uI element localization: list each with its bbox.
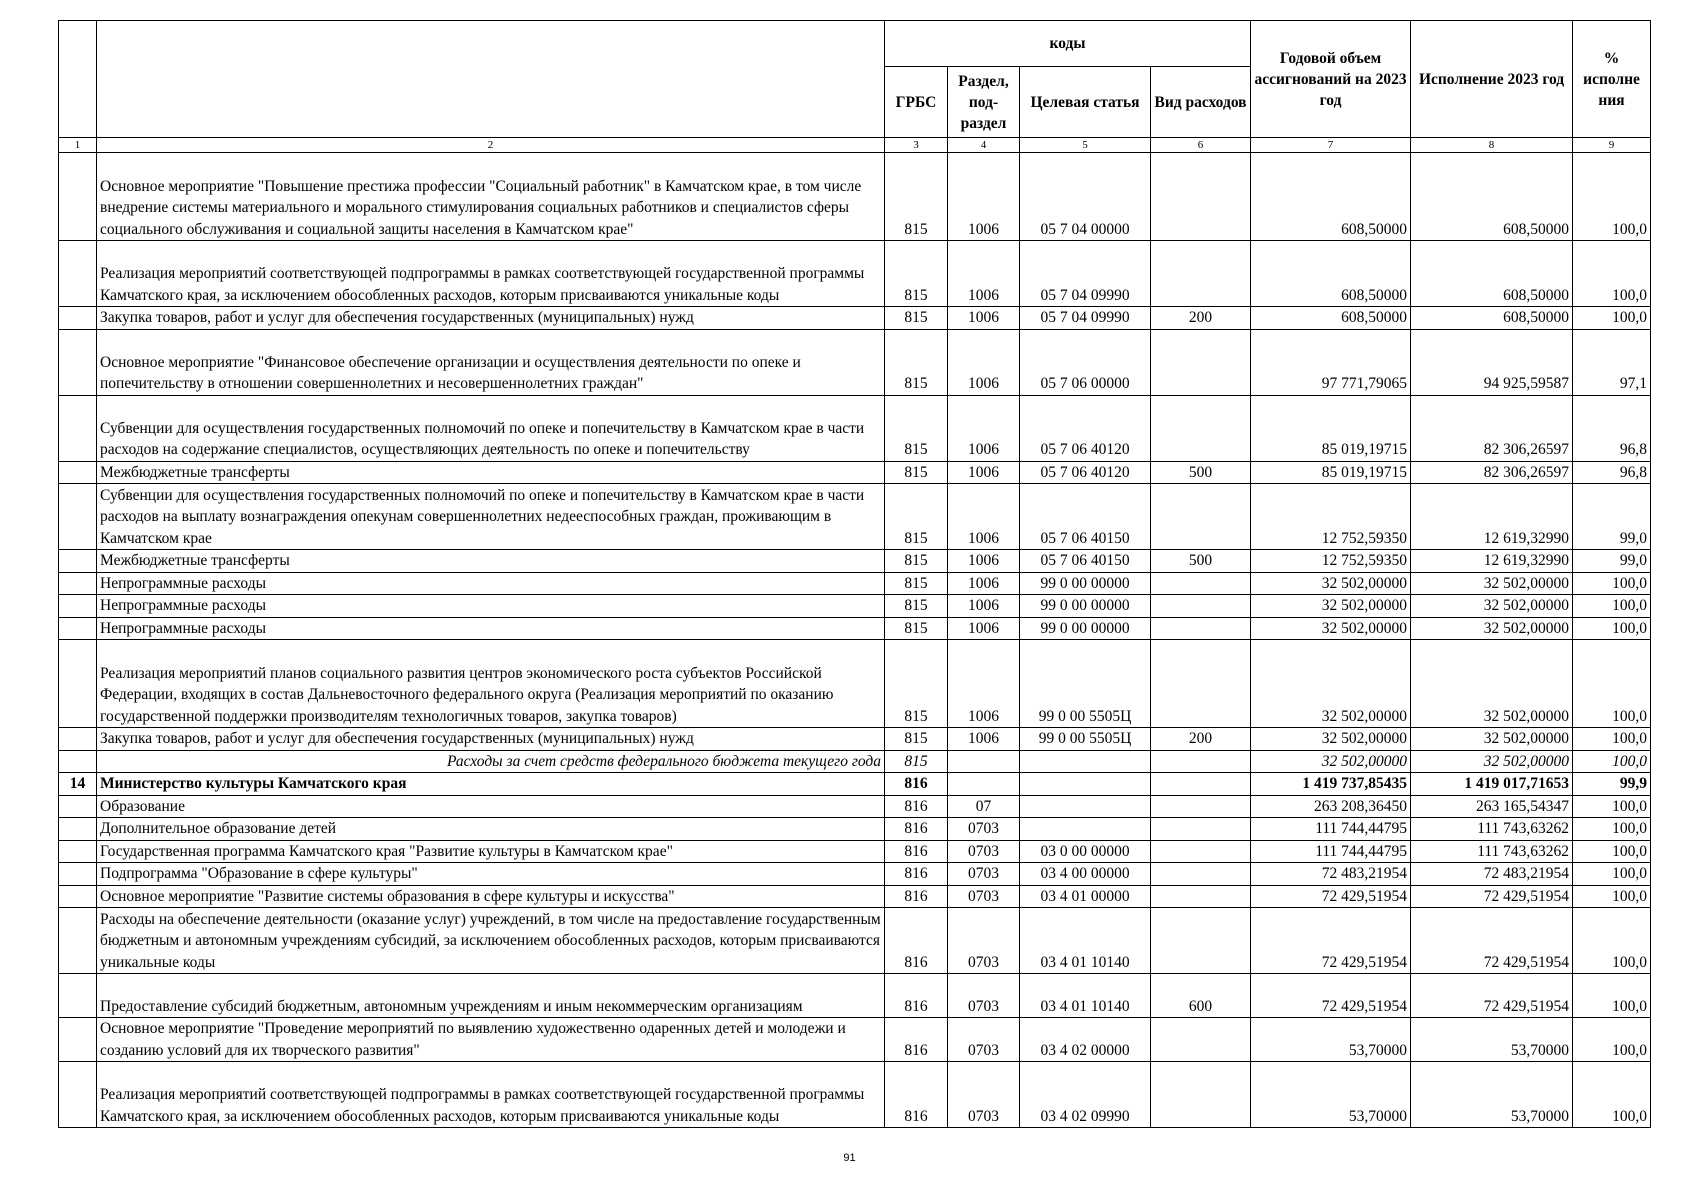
row-number: [59, 461, 97, 484]
table-row: [59, 840, 1651, 863]
row-execution: 12 619,32990: [1411, 550, 1573, 573]
row-annual-volume: 608,50000: [1251, 307, 1411, 330]
row-grbs: 815: [885, 241, 948, 307]
row-percent: 100,0: [1573, 750, 1651, 773]
row-grbs: 816: [885, 863, 948, 886]
row-number: [59, 750, 97, 773]
row-target-article: 99 0 00 00000: [1020, 595, 1151, 618]
row-razdel: [948, 750, 1020, 773]
row-target-article: 05 7 06 40120: [1020, 395, 1151, 461]
row-grbs: 815: [885, 595, 948, 618]
row-annual-volume: 263 208,36450: [1251, 795, 1411, 818]
row-razdel: 1006: [948, 550, 1020, 573]
table-row: [59, 795, 1651, 818]
row-number: [59, 640, 97, 728]
row-annual-volume: 32 502,00000: [1251, 572, 1411, 595]
row-percent: 99,0: [1573, 484, 1651, 550]
row-expense-type: [1151, 484, 1251, 550]
row-expense-type: [1151, 863, 1251, 886]
row-expense-type: [1151, 153, 1251, 241]
column-number: 6: [1151, 138, 1251, 153]
row-number: [59, 863, 97, 886]
row-razdel: 0703: [948, 885, 1020, 908]
header-name-cell: [97, 21, 885, 138]
header-codes: коды: [885, 21, 1251, 67]
row-annual-volume: 72 429,51954: [1251, 885, 1411, 908]
row-name: Министерство культуры Камчатского края: [97, 773, 885, 796]
row-number: [59, 885, 97, 908]
row-target-article: [1020, 818, 1151, 841]
row-percent: 100,0: [1573, 241, 1651, 307]
row-percent: 99,0: [1573, 550, 1651, 573]
row-razdel: 1006: [948, 640, 1020, 728]
row-target-article: 05 7 04 09990: [1020, 241, 1151, 307]
table-row: [59, 241, 1651, 307]
row-target-article: [1020, 773, 1151, 796]
row-percent: 96,8: [1573, 461, 1651, 484]
column-number: 4: [948, 138, 1020, 153]
row-percent: 100,0: [1573, 908, 1651, 974]
row-execution: 32 502,00000: [1411, 750, 1573, 773]
table-row: [59, 307, 1651, 330]
row-razdel: 1006: [948, 329, 1020, 395]
row-razdel: 0703: [948, 1018, 1020, 1062]
header-expense-type: Вид расходов: [1151, 67, 1251, 138]
row-razdel: 1006: [948, 572, 1020, 595]
row-percent: 100,0: [1573, 595, 1651, 618]
budget-execution-table: [58, 20, 1651, 1128]
column-number-row: [59, 138, 1651, 153]
row-grbs: 815: [885, 153, 948, 241]
row-expense-type: [1151, 1018, 1251, 1062]
row-name: Закупка товаров, работ и услуг для обеспечения государственных (муниципальных) нужд: [97, 307, 885, 330]
row-execution: 72 429,51954: [1411, 908, 1573, 974]
row-grbs: 816: [885, 974, 948, 1018]
row-razdel: 1006: [948, 728, 1020, 751]
row-number: [59, 329, 97, 395]
row-razdel: 1006: [948, 241, 1020, 307]
row-expense-type: [1151, 840, 1251, 863]
row-expense-type: [1151, 795, 1251, 818]
row-number: [59, 974, 97, 1018]
row-name: Межбюджетные трансферты: [97, 550, 885, 573]
row-percent: 100,0: [1573, 1062, 1651, 1128]
row-grbs: 815: [885, 572, 948, 595]
row-percent: 99,9: [1573, 773, 1651, 796]
row-name: Закупка товаров, работ и услуг для обеспечения государственных (муниципальных) нужд: [97, 728, 885, 751]
header-razdel: Раздел, под-раздел: [948, 67, 1020, 138]
row-expense-type: [1151, 908, 1251, 974]
row-number: [59, 795, 97, 818]
row-razdel: 07: [948, 795, 1020, 818]
row-annual-volume: 111 744,44795: [1251, 840, 1411, 863]
row-expense-type: [1151, 241, 1251, 307]
row-expense-type: [1151, 395, 1251, 461]
row-annual-volume: 32 502,00000: [1251, 728, 1411, 751]
row-annual-volume: 32 502,00000: [1251, 595, 1411, 618]
row-target-article: 03 4 01 10140: [1020, 908, 1151, 974]
row-name: Реализация мероприятий планов социального развития центров экономического роста субъектов Российской Федерации, входящих в состав Дальневосточного федерального округа (Реализация мероприятий по оказанию государственной поддержки производителям технологичных товаров, закупка товаров): [97, 640, 885, 728]
table-row: [59, 153, 1651, 241]
row-expense-type: [1151, 1062, 1251, 1128]
table-row: [59, 550, 1651, 573]
row-number: [59, 595, 97, 618]
row-expense-type: 200: [1151, 728, 1251, 751]
row-grbs: 815: [885, 550, 948, 573]
header-target-article: Целевая статья: [1020, 67, 1151, 138]
row-execution: 53,70000: [1411, 1062, 1573, 1128]
row-execution: 94 925,59587: [1411, 329, 1573, 395]
row-grbs: 816: [885, 773, 948, 796]
row-execution: 72 429,51954: [1411, 974, 1573, 1018]
row-execution: 32 502,00000: [1411, 572, 1573, 595]
row-execution: 32 502,00000: [1411, 728, 1573, 751]
row-number: [59, 1062, 97, 1128]
row-razdel: 1006: [948, 484, 1020, 550]
header-annual-volume: Годовой объем ассигнований на 2023 год: [1251, 21, 1411, 138]
table-row: [59, 640, 1651, 728]
row-grbs: 815: [885, 617, 948, 640]
row-percent: 100,0: [1573, 840, 1651, 863]
row-target-article: 03 4 01 10140: [1020, 974, 1151, 1018]
row-annual-volume: 53,70000: [1251, 1062, 1411, 1128]
table-row: [59, 572, 1651, 595]
row-number: [59, 728, 97, 751]
row-expense-type: [1151, 595, 1251, 618]
header-num-cell: [59, 21, 97, 138]
row-target-article: 99 0 00 00000: [1020, 617, 1151, 640]
row-name: Межбюджетные трансферты: [97, 461, 885, 484]
row-target-article: [1020, 795, 1151, 818]
row-percent: 100,0: [1573, 728, 1651, 751]
row-number: [59, 572, 97, 595]
column-number: 8: [1411, 138, 1573, 153]
row-number: [59, 153, 97, 241]
row-razdel: 0703: [948, 818, 1020, 841]
row-execution: 82 306,26597: [1411, 395, 1573, 461]
row-execution: 111 743,63262: [1411, 818, 1573, 841]
row-target-article: 03 4 02 09990: [1020, 1062, 1151, 1128]
column-number: 9: [1573, 138, 1651, 153]
row-expense-type: [1151, 617, 1251, 640]
table-row: [59, 908, 1651, 974]
row-expense-type: [1151, 818, 1251, 841]
row-expense-type: [1151, 329, 1251, 395]
row-razdel: 1006: [948, 617, 1020, 640]
row-razdel: 0703: [948, 974, 1020, 1018]
column-number: 3: [885, 138, 948, 153]
table-row: [59, 728, 1651, 751]
row-percent: 100,0: [1573, 974, 1651, 1018]
row-expense-type: [1151, 885, 1251, 908]
table-row: [59, 750, 1651, 773]
row-name: Основное мероприятие "Повышение престижа профессии "Социальный работник" в Камчатском крае, в том числе внедрение системы материального и морального стимулирования социальных работников и специалистов сферы социального обслуживания и социальной защиты населения в Камчатском крае": [97, 153, 885, 241]
row-percent: 100,0: [1573, 1018, 1651, 1062]
row-percent: 96,8: [1573, 395, 1651, 461]
row-target-article: 99 0 00 00000: [1020, 572, 1151, 595]
row-annual-volume: 72 483,21954: [1251, 863, 1411, 886]
row-grbs: 816: [885, 795, 948, 818]
row-name: Расходы на обеспечение деятельности (оказание услуг) учреждений, в том числе на предоставление государственным бюджетным и автономным учреждениям субсидий, за исключением обособленных расходов, которым присваиваются уникальные коды: [97, 908, 885, 974]
row-annual-volume: 53,70000: [1251, 1018, 1411, 1062]
row-name: Реализация мероприятий соответствующей подпрограммы в рамках соответствующей государственной программы Камчатского края, за исключением обособленных расходов, которым присваиваются уникальные коды: [97, 241, 885, 307]
table-row: [59, 395, 1651, 461]
row-number: [59, 484, 97, 550]
row-execution: 82 306,26597: [1411, 461, 1573, 484]
row-number: 14: [59, 773, 97, 796]
row-name: Предоставление субсидий бюджетным, автономным учреждениям и иным некоммерческим организациям: [97, 974, 885, 1018]
row-grbs: 816: [885, 818, 948, 841]
row-grbs: 816: [885, 1062, 948, 1128]
table-row: [59, 1018, 1651, 1062]
row-number: [59, 395, 97, 461]
row-execution: 32 502,00000: [1411, 595, 1573, 618]
row-name: Образование: [97, 795, 885, 818]
row-target-article: 05 7 04 09990: [1020, 307, 1151, 330]
row-target-article: 05 7 04 00000: [1020, 153, 1151, 241]
row-target-article: 99 0 00 5505Ц: [1020, 640, 1151, 728]
row-name: Реализация мероприятий соответствующей подпрограммы в рамках соответствующей государственной программы Камчатского края, за исключением обособленных расходов, которым присваиваются уникальные коды: [97, 1062, 885, 1128]
row-grbs: 815: [885, 728, 948, 751]
row-razdel: 0703: [948, 1062, 1020, 1128]
table-row: [59, 484, 1651, 550]
row-percent: 100,0: [1573, 795, 1651, 818]
row-number: [59, 550, 97, 573]
row-annual-volume: 85 019,19715: [1251, 395, 1411, 461]
row-razdel: 1006: [948, 307, 1020, 330]
row-grbs: 815: [885, 461, 948, 484]
row-execution: 608,50000: [1411, 307, 1573, 330]
row-annual-volume: 97 771,79065: [1251, 329, 1411, 395]
header-execution: Исполнение 2023 год: [1411, 21, 1573, 138]
table-row: [59, 974, 1651, 1018]
row-name: Подпрограмма "Образование в сфере культуры": [97, 863, 885, 886]
row-execution: 1 419 017,71653: [1411, 773, 1573, 796]
row-annual-volume: 32 502,00000: [1251, 617, 1411, 640]
row-target-article: 05 7 06 40150: [1020, 484, 1151, 550]
row-razdel: 1006: [948, 395, 1020, 461]
row-name: Непрограммные расходы: [97, 595, 885, 618]
row-razdel: 0703: [948, 908, 1020, 974]
row-grbs: 816: [885, 840, 948, 863]
row-number: [59, 241, 97, 307]
row-name: Основное мероприятие "Развитие системы образования в сфере культуры и искусства": [97, 885, 885, 908]
row-grbs: 816: [885, 885, 948, 908]
row-grbs: 816: [885, 908, 948, 974]
row-annual-volume: 608,50000: [1251, 153, 1411, 241]
row-percent: 100,0: [1573, 153, 1651, 241]
column-number: 5: [1020, 138, 1151, 153]
row-annual-volume: 12 752,59350: [1251, 484, 1411, 550]
row-grbs: 815: [885, 395, 948, 461]
row-name: Непрограммные расходы: [97, 617, 885, 640]
row-target-article: 03 4 02 00000: [1020, 1018, 1151, 1062]
row-number: [59, 307, 97, 330]
row-razdel: 1006: [948, 461, 1020, 484]
row-grbs: 815: [885, 329, 948, 395]
column-number: 2: [97, 138, 885, 153]
row-target-article: 03 4 00 00000: [1020, 863, 1151, 886]
row-percent: 97,1: [1573, 329, 1651, 395]
row-annual-volume: 608,50000: [1251, 241, 1411, 307]
row-execution: 263 165,54347: [1411, 795, 1573, 818]
row-expense-type: 200: [1151, 307, 1251, 330]
row-target-article: 05 7 06 00000: [1020, 329, 1151, 395]
row-name: Дополнительное образование детей: [97, 818, 885, 841]
table-row: [59, 1062, 1651, 1128]
header-grbs: ГРБС: [885, 67, 948, 138]
row-percent: 100,0: [1573, 572, 1651, 595]
row-percent: 100,0: [1573, 885, 1651, 908]
row-annual-volume: 32 502,00000: [1251, 640, 1411, 728]
row-name: Непрограммные расходы: [97, 572, 885, 595]
row-razdel: 1006: [948, 153, 1020, 241]
row-target-article: 05 7 06 40120: [1020, 461, 1151, 484]
row-annual-volume: 111 744,44795: [1251, 818, 1411, 841]
row-execution: 72 483,21954: [1411, 863, 1573, 886]
row-percent: 100,0: [1573, 640, 1651, 728]
table-row: [59, 863, 1651, 886]
header-percent: % исполне ния: [1573, 21, 1651, 138]
row-target-article: 99 0 00 5505Ц: [1020, 728, 1151, 751]
row-percent: 100,0: [1573, 863, 1651, 886]
row-expense-type: 600: [1151, 974, 1251, 1018]
table-row: [59, 885, 1651, 908]
row-grbs: 815: [885, 750, 948, 773]
row-expense-type: 500: [1151, 461, 1251, 484]
row-grbs: 815: [885, 307, 948, 330]
row-name: Основное мероприятие "Проведение мероприятий по выявлению художественно одаренных детей и молодежи и созданию условий для их творческого развития": [97, 1018, 885, 1062]
table-row: [59, 818, 1651, 841]
row-razdel: 0703: [948, 863, 1020, 886]
row-execution: 12 619,32990: [1411, 484, 1573, 550]
row-target-article: 03 4 01 00000: [1020, 885, 1151, 908]
row-name: Расходы за счет средств федерального бюджета текущего года: [97, 750, 885, 773]
row-annual-volume: 72 429,51954: [1251, 908, 1411, 974]
column-number: 1: [59, 138, 97, 153]
row-percent: 100,0: [1573, 818, 1651, 841]
column-number: 7: [1251, 138, 1411, 153]
row-annual-volume: 1 419 737,85435: [1251, 773, 1411, 796]
row-execution: 608,50000: [1411, 153, 1573, 241]
row-percent: 100,0: [1573, 617, 1651, 640]
row-execution: 53,70000: [1411, 1018, 1573, 1062]
row-annual-volume: 12 752,59350: [1251, 550, 1411, 573]
row-number: [59, 818, 97, 841]
budget-table-sheet: [58, 20, 1650, 1128]
row-number: [59, 1018, 97, 1062]
row-grbs: 816: [885, 1018, 948, 1062]
row-number: [59, 908, 97, 974]
row-target-article: 03 0 00 00000: [1020, 840, 1151, 863]
table-row: [59, 329, 1651, 395]
row-annual-volume: 85 019,19715: [1251, 461, 1411, 484]
row-razdel: 0703: [948, 840, 1020, 863]
row-expense-type: [1151, 640, 1251, 728]
row-execution: 111 743,63262: [1411, 840, 1573, 863]
row-execution: 608,50000: [1411, 241, 1573, 307]
row-razdel: 1006: [948, 595, 1020, 618]
table-row: [59, 461, 1651, 484]
row-expense-type: [1151, 750, 1251, 773]
row-razdel: [948, 773, 1020, 796]
row-execution: 72 429,51954: [1411, 885, 1573, 908]
row-expense-type: [1151, 572, 1251, 595]
row-execution: 32 502,00000: [1411, 617, 1573, 640]
row-number: [59, 617, 97, 640]
table-row: [59, 773, 1651, 796]
row-expense-type: 500: [1151, 550, 1251, 573]
row-target-article: [1020, 750, 1151, 773]
row-execution: 32 502,00000: [1411, 640, 1573, 728]
row-annual-volume: 32 502,00000: [1251, 750, 1411, 773]
row-name: Государственная программа Камчатского края "Развитие культуры в Камчатском крае": [97, 840, 885, 863]
row-percent: 100,0: [1573, 307, 1651, 330]
page-number: 91: [843, 1152, 856, 1164]
row-name: Субвенции для осуществления государственных полномочий по опеке и попечительству в Камчатском крае в части расходов на выплату вознаграждения опекунам совершеннолетних недееспособных граждан, проживающим в Камчатском крае: [97, 484, 885, 550]
row-target-article: 05 7 06 40150: [1020, 550, 1151, 573]
row-grbs: 815: [885, 640, 948, 728]
row-name: Основное мероприятие "Финансовое обеспечение организации и осуществления деятельности по опеке и попечительству в отношении совершеннолетних и несовершеннолетних граждан": [97, 329, 885, 395]
row-expense-type: [1151, 773, 1251, 796]
row-name: Субвенции для осуществления государственных полномочий по опеке и попечительству в Камчатском крае в части расходов на содержание специалистов, осуществляющих деятельность по опеке и попечительству: [97, 395, 885, 461]
row-number: [59, 840, 97, 863]
row-annual-volume: 72 429,51954: [1251, 974, 1411, 1018]
row-grbs: 815: [885, 484, 948, 550]
table-row: [59, 595, 1651, 618]
table-row: [59, 617, 1651, 640]
